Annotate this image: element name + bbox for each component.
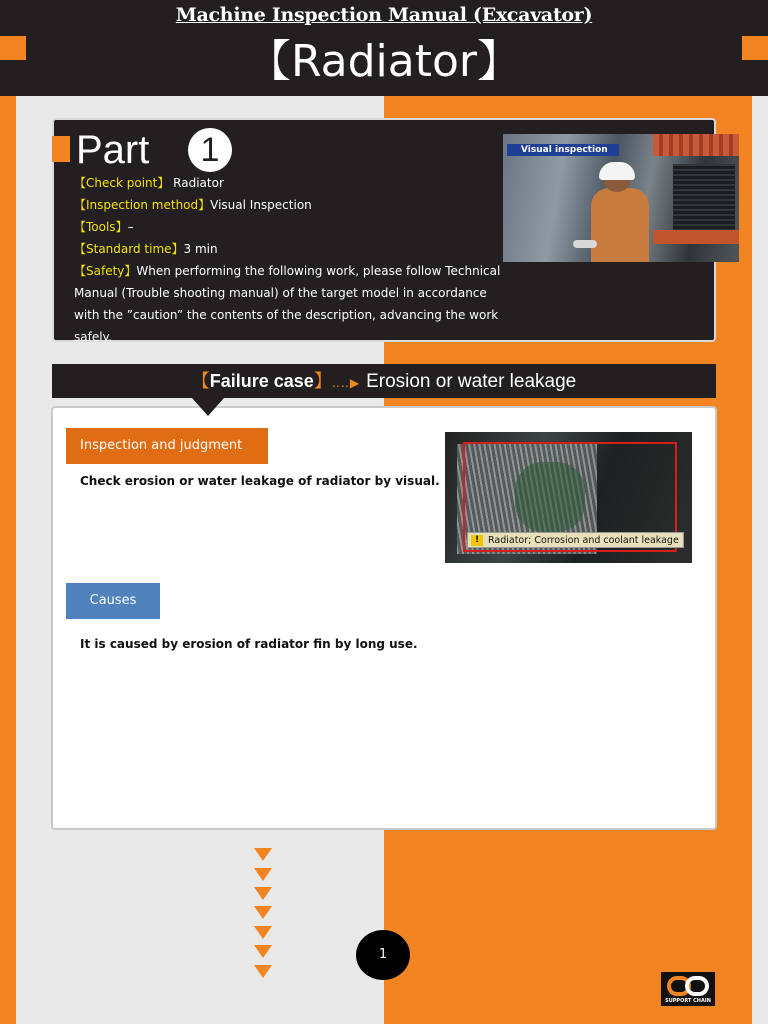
page-number: 1	[356, 930, 410, 980]
part-name-title: 【Radiator】	[247, 36, 521, 87]
tools-key: 【Tools】	[74, 220, 128, 234]
down-arrow-icon	[254, 965, 272, 978]
photo-caption-text: Radiator; Corrosion and coolant leakage	[488, 535, 679, 546]
down-arrow-icon	[254, 887, 272, 900]
failure-bracket-close: 】	[313, 371, 332, 391]
safety-key: 【Safety】	[74, 264, 137, 278]
inspection-method-key: 【Inspection method】	[74, 198, 211, 212]
failure-case-label: Failure case	[209, 371, 314, 391]
failure-case-description: Erosion or water leakage	[366, 371, 577, 392]
part-number-badge: 1	[188, 128, 232, 172]
support-chain-logo	[661, 972, 715, 1006]
check-point-row	[74, 172, 514, 194]
standard-time-value: 3 min	[183, 242, 218, 256]
photo-worker-body	[591, 188, 649, 262]
down-arrow-icon	[254, 906, 272, 919]
safety-row	[74, 260, 514, 348]
failure-notch-pointer	[192, 398, 224, 416]
photo-banner: Visual inspection	[507, 144, 619, 156]
chain-link-white	[685, 976, 709, 996]
part-label: Part	[76, 128, 150, 172]
manual-title: Machine Inspection Manual (Excavator)	[175, 4, 593, 26]
photo-beam	[653, 230, 739, 244]
warning-icon: !	[471, 535, 483, 546]
part-details	[74, 172, 514, 348]
chain-link-icon	[667, 976, 709, 996]
down-arrow-icon	[254, 926, 272, 939]
right-edge-stripe	[752, 96, 768, 1024]
photo-caption	[467, 532, 684, 548]
failure-arrow-icon: ‥‥▶	[331, 376, 361, 390]
part-info-panel	[52, 118, 716, 342]
tools-row	[74, 216, 514, 238]
radiator-corrosion-photo	[445, 432, 692, 563]
down-arrow-icon	[254, 848, 272, 861]
tools-value: –	[127, 220, 134, 234]
left-edge-stripe	[0, 96, 16, 1024]
photo-worker-helmet	[599, 162, 635, 180]
down-arrow-icon	[254, 868, 272, 881]
check-point-key: 【Check point】	[74, 176, 170, 190]
header	[0, 0, 768, 96]
inspection-method-value: Visual Inspection	[210, 198, 312, 212]
causes-text: It is caused by erosion of radiator fin by long use.	[80, 637, 418, 651]
logo-brand-text: SUPPORT CHAIN	[665, 998, 711, 1004]
causes-label: Causes	[66, 583, 160, 619]
down-arrow-icon	[254, 945, 272, 958]
safety-value: When performing the following work, please follow Technical Manual (Trouble shooting manual) of the target model in accordance with the ”caution” the contents of the description, advancing the work safely.	[74, 264, 501, 344]
inspection-method-row	[74, 194, 514, 216]
standard-time-row	[74, 238, 514, 260]
photo-worker-tool	[573, 240, 597, 248]
standard-time-key: 【Standard time】	[74, 242, 184, 256]
part-marker	[52, 136, 70, 162]
visual-inspection-photo	[503, 134, 739, 262]
check-point-value: Radiator	[169, 176, 224, 190]
photo-roof	[653, 134, 739, 156]
inspection-judgment-label: Inspection and judgment	[66, 428, 268, 464]
failure-case-text	[52, 370, 716, 394]
inspection-judgment-text: Check erosion or water leakage of radiator by visual.	[80, 474, 440, 488]
failure-case-bar	[52, 364, 716, 398]
failure-bracket-open: 【	[191, 371, 210, 391]
